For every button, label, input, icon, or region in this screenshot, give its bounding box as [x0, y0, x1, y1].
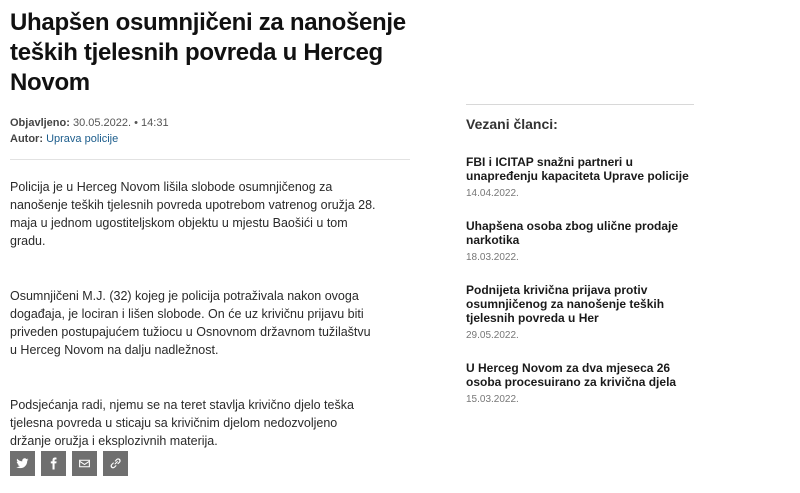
- related-item: [466, 283, 694, 342]
- related-item-date: 18.03.2022.: [466, 252, 519, 263]
- copy-link-button[interactable]: [103, 451, 128, 476]
- twitter-icon: [16, 457, 29, 470]
- article-title: Uhapšen osumnjičeni za nanošenje teških tjelesnih povreda u Herceg Novom: [10, 9, 406, 96]
- twitter-share-button[interactable]: [10, 451, 35, 476]
- article-paragraph: Podsjećanja radi, njemu se na teret stavlja krivično djelo teška tjelesna povreda u sticaju sa krivičnim djelom nedozvoljeno držanje oružja i eksplozivnih materija.: [10, 398, 354, 448]
- published-value: 30.05.2022. • 14:31: [72, 117, 169, 129]
- author-label: Autor:: [10, 133, 43, 145]
- author-link[interactable]: Uprava policije: [46, 133, 119, 145]
- email-icon: [78, 457, 91, 470]
- article-paragraph: Policija je u Herceg Novom lišila slobode osumnjičenog za nanošenje teških tjelesnih povreda upotrebom vatrenog oružja 28. maja u jednom ugostiteljskom objektu u mjestu Baošići u tom gradu.: [10, 180, 376, 248]
- related-item-date: 15.03.2022.: [466, 394, 519, 405]
- article-body: [10, 178, 380, 450]
- related-item-title[interactable]: Uhapšena osoba zbog ulične prodaje narkotika: [466, 219, 679, 247]
- article-meta: [10, 115, 410, 147]
- share-buttons: [10, 451, 128, 476]
- related-articles: [466, 104, 694, 425]
- related-item: [466, 219, 694, 264]
- related-item: [466, 155, 694, 200]
- author-row: [10, 131, 410, 147]
- related-item-title[interactable]: U Herceg Novom za dva mjeseca 26 osoba procesuirano za krivična djela: [466, 361, 677, 389]
- published-label: Objavljeno:: [10, 117, 70, 129]
- related-heading: Vezani članci:: [466, 116, 558, 132]
- email-share-button[interactable]: [72, 451, 97, 476]
- related-item-title[interactable]: Podnijeta krivična prijava protiv osumnjičenog za nanošenje teških tjelesnih povreda u Her: [466, 283, 665, 325]
- related-divider: [466, 104, 694, 105]
- meta-divider: [10, 159, 410, 160]
- facebook-icon: [47, 457, 60, 470]
- link-icon: [109, 457, 122, 470]
- related-item: [466, 361, 694, 406]
- related-item-title[interactable]: FBI i ICITAP snažni partneri u unapređenju kapaciteta Uprave policije: [466, 155, 689, 183]
- related-item-date: 29.05.2022.: [466, 330, 519, 341]
- published-row: [10, 115, 410, 131]
- article: [10, 8, 410, 487]
- related-item-date: 14.04.2022.: [466, 188, 519, 199]
- related-list: [466, 155, 694, 406]
- article-paragraph: Osumnjičeni M.J. (32) kojeg je policija potraživala nakon ovoga događaja, je lociran i lišen slobode. On će uz krivičnu prijavu biti priveden postupajućem tužiocu u Osnovnom državnom tužilaštvu u Herceg Novom na dalju nadležnost.: [10, 289, 371, 357]
- facebook-share-button[interactable]: [41, 451, 66, 476]
